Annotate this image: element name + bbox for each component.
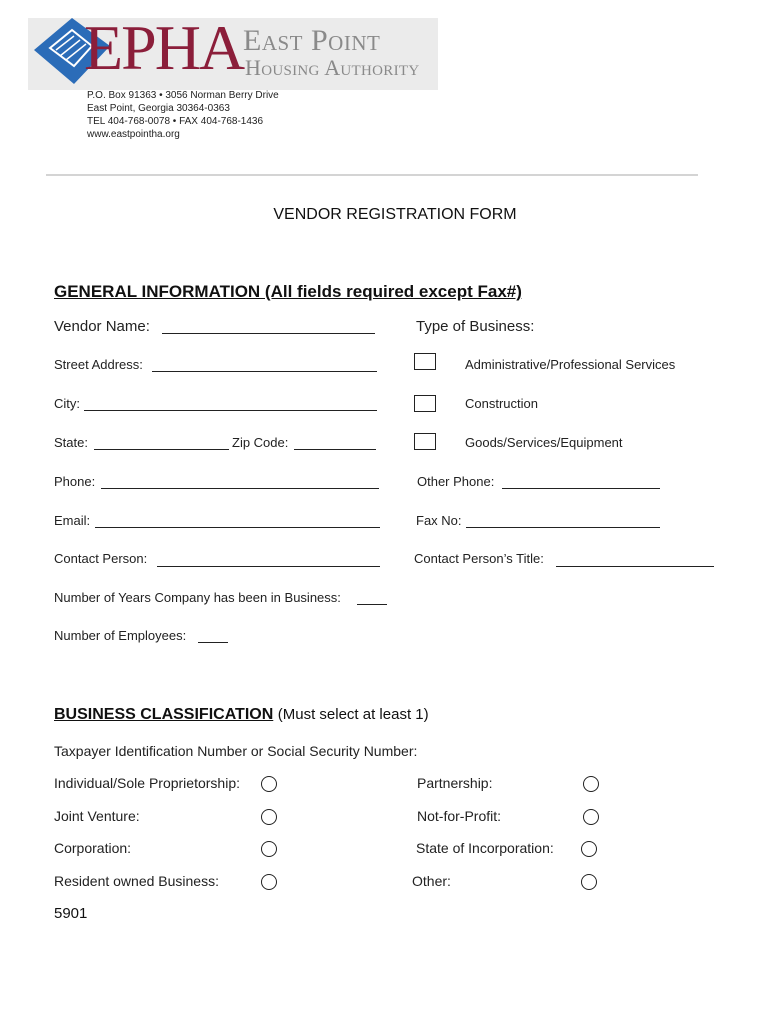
page-number: 5901 — [54, 905, 88, 922]
street-address-label: Street Address: — [54, 357, 143, 372]
city-field[interactable] — [84, 410, 377, 411]
header-divider — [46, 174, 698, 176]
option-resident-owned: Resident owned Business: — [54, 873, 219, 889]
checkbox-goods-services[interactable] — [414, 433, 436, 450]
logo-name-line2: Housing Authority — [245, 55, 420, 80]
radio-other[interactable] — [581, 874, 597, 890]
business-type-goods: Goods/Services/Equipment — [465, 435, 623, 450]
option-state-of-incorporation: State of Incorporation: — [416, 840, 554, 856]
contact-title-field[interactable] — [556, 566, 714, 567]
vendor-name-field[interactable] — [162, 333, 375, 334]
email-field[interactable] — [95, 527, 380, 528]
vendor-name-label: Vendor Name: — [54, 318, 150, 335]
general-information-heading: GENERAL INFORMATION (All fields required except Fax#) — [54, 282, 522, 301]
contact-person-label: Contact Person: — [54, 551, 148, 566]
type-of-business-label: Type of Business: — [416, 318, 535, 335]
option-partnership: Partnership: — [417, 775, 493, 791]
radio-resident-owned[interactable] — [261, 874, 277, 890]
years-in-business-field[interactable] — [357, 604, 387, 605]
checkbox-construction[interactable] — [414, 395, 436, 412]
logo-acronym: EPHA — [84, 12, 244, 83]
radio-sole-proprietorship[interactable] — [261, 776, 277, 792]
option-other: Other: — [412, 873, 451, 889]
phone-label: Phone: — [54, 474, 96, 489]
option-not-for-profit: Not-for-Profit: — [417, 808, 502, 824]
option-joint-venture: Joint Venture: — [54, 808, 140, 824]
fax-label: Fax No: — [416, 513, 462, 528]
state-field[interactable] — [94, 449, 229, 450]
street-address-field[interactable] — [152, 371, 377, 372]
logo-name-line1: East Point — [243, 24, 381, 57]
radio-partnership[interactable] — [583, 776, 599, 792]
business-type-construction: Construction — [465, 396, 538, 411]
contact-person-field[interactable] — [157, 566, 380, 567]
address-line-1: P.O. Box 91363 • 3056 Norman Berry Drive — [87, 90, 279, 101]
radio-joint-venture[interactable] — [261, 809, 277, 825]
address-phone-fax: TEL 404-768-0078 • FAX 404-768-1436 — [87, 116, 264, 127]
radio-corporation[interactable] — [261, 841, 277, 857]
fax-field[interactable] — [466, 527, 660, 528]
option-sole-proprietorship: Individual/Sole Proprietorship: — [54, 775, 240, 791]
business-classification-heading: BUSINESS CLASSIFICATION (Must select at least 1) — [54, 706, 429, 723]
contact-title-label: Contact Person’s Title: — [414, 551, 544, 566]
business-classification-subheading: (Must select at least 1) — [277, 706, 429, 723]
other-phone-field[interactable] — [502, 488, 660, 489]
checkbox-administrative[interactable] — [414, 353, 436, 370]
option-corporation: Corporation: — [54, 840, 132, 856]
zip-code-field[interactable] — [294, 449, 376, 450]
city-label: City: — [54, 396, 80, 411]
phone-field[interactable] — [101, 488, 379, 489]
employees-label: Number of Employees: — [54, 628, 187, 643]
employees-field[interactable] — [198, 642, 228, 643]
radio-not-for-profit[interactable] — [583, 809, 599, 825]
email-label: Email: — [54, 513, 91, 528]
zip-code-label: Zip Code: — [232, 435, 289, 450]
other-phone-label: Other Phone: — [417, 474, 495, 489]
years-in-business-label: Number of Years Company has been in Business: — [54, 590, 341, 605]
tin-label: Taxpayer Identification Number or Social Security Number: — [54, 743, 418, 759]
business-type-administrative: Administrative/Professional Services — [465, 357, 676, 372]
radio-state-of-incorporation[interactable] — [581, 841, 597, 857]
form-title: VENDOR REGISTRATION FORM — [273, 206, 517, 223]
state-label: State: — [54, 435, 88, 450]
address-website: www.eastpointha.org — [87, 129, 180, 140]
address-line-2: East Point, Georgia 30364-0363 — [87, 103, 230, 114]
